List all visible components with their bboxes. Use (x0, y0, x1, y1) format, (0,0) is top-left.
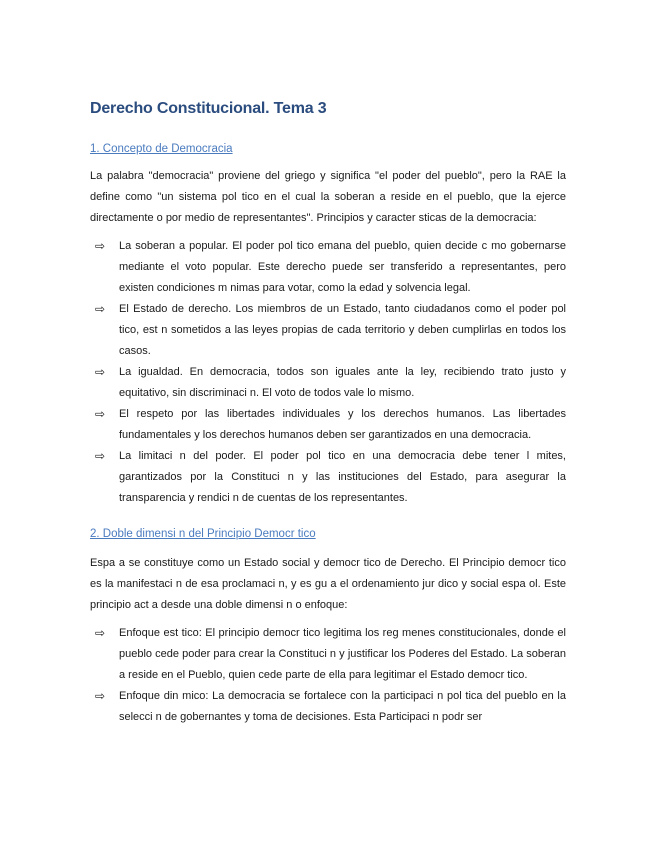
section2-bullet-list (90, 623, 566, 728)
list-item: ⇨ Enfoque est tico: El principio democr tico legitima los reg menes constitucionales, donde el pueblo cede poder para crear la Constituci n y justificar los Poderes del Estado. La soberan a reside en el Pueblo, quien cede parte de ella para legitimar el Estado democr tico. (90, 623, 566, 686)
list-item: ⇨ La soberan a popular. El poder pol tico emana del pueblo, quien decide c mo gobernarse mediante el voto popular. Este derecho puede ser transferido a representantes, pero existen condiciones m nimas para votar, como la edad y solvencia legal. (90, 236, 566, 299)
list-item: ⇨ La igualdad. En democracia, todos son iguales ante la ley, recibiendo trato justo y equitativo, sin discriminaci n. El voto de todos vale lo mismo. (90, 362, 566, 404)
arrow-right-icon: ⇨ (95, 626, 106, 640)
section2-intro: Espa a se constituye como un Estado social y democr tico de Derecho. El Principio democr tico es la manifestaci n de esa proclamaci n, y es gu a el ordenamiento jur dico y social espa ol. Este principio act a desde una doble dimensi n o enfoque: (90, 557, 566, 611)
document-title: Derecho Constitucional. Tema 3 (90, 100, 327, 117)
section-heading-concepto: 1. Concepto de Democracia (90, 143, 233, 155)
arrow-right-icon: ⇨ (95, 365, 106, 379)
list-item: ⇨ El Estado de derecho. Los miembros de un Estado, tanto ciudadanos como el poder pol tico, est n sometidos a las leyes propias de cada territorio y deben cumplirlas en todos los casos. (90, 299, 566, 362)
list-item: ⇨ El respeto por las libertades individuales y los derechos humanos. Las libertades fundamentales y los derechos humanos deben ser garantizados en una democracia. (90, 404, 566, 446)
section1-intro: La palabra "democracia" proviene del griego y significa "el poder del pueblo", pero la RAE la define como "un sistema pol tico en el cual la soberan a reside en el pueblo, que la ejerce directamente o por medio de representantes". Principios y caracter sticas de la democracia: (90, 170, 566, 224)
section-heading-doble-dimension: 2. Doble dimensi n del Principio Democr tico (90, 528, 316, 540)
list-item: ⇨ Enfoque din mico: La democracia se fortalece con la participaci n pol tica del pueblo en la selecci n de gobernantes y toma de decisiones. Esta Participaci n podr ser (90, 686, 566, 728)
arrow-right-icon: ⇨ (95, 689, 106, 703)
list-item: ⇨ La limitaci n del poder. El poder pol tico en una democracia debe tener l mites, garantizados por la Constituci n y las instituciones del Estado, para asegurar la transparencia y rendici n de cuentas de los representantes. (90, 446, 566, 509)
arrow-right-icon: ⇨ (95, 449, 106, 463)
section1-bullet-list (90, 236, 566, 509)
arrow-right-icon: ⇨ (95, 239, 106, 253)
arrow-right-icon: ⇨ (95, 407, 106, 421)
arrow-right-icon: ⇨ (95, 302, 106, 316)
